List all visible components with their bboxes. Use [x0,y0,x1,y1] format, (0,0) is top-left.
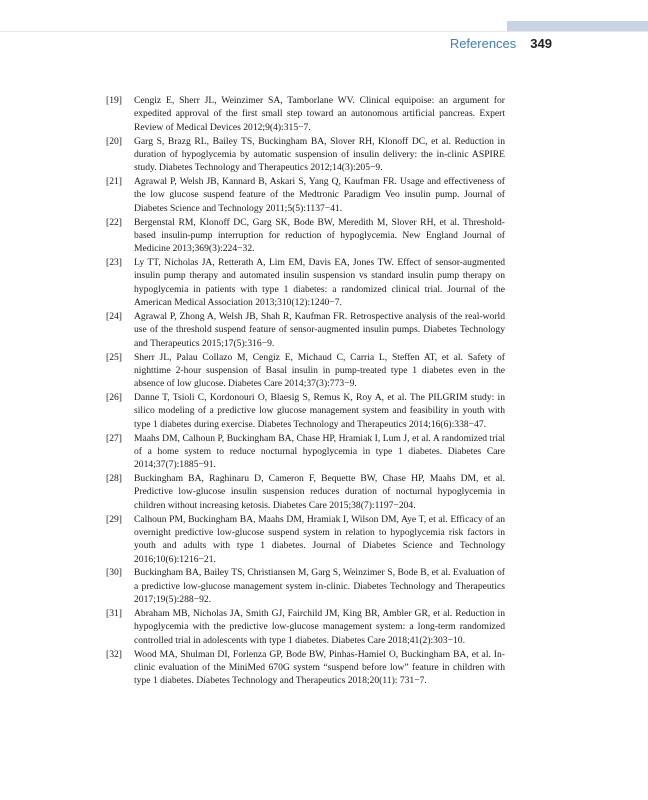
reference-number: [26] [106,392,122,404]
reference-text: Sherr JL, Palau Collazo M, Cengiz E, Michaud C, Carria L, Steffen AT, et al. Safety of nighttime 2-hour suspension of Basal insulin in pump-treated type 1 diabetes even in the absence of low glucose. Diabetes Care 2014;37(3):773−9. [134,351,505,390]
running-head-section: References [449,36,517,51]
reference-text: Ly TT, Nicholas JA, Retterath A, Lim EM, Davis EA, Jones TW. Effect of sensor-augmented insulin pump therapy and automated insulin suspension vs standard insulin pump therapy on hypoglycemia in patients with type 1 diabetes: a randomized clinical trial. Journal of the American Medical Association 2013;310(12):1240−7. [134,257,505,309]
reference-item [106,472,505,512]
reference-text: Calhoun PM, Buckingham BA, Maahs DM, Hramiak I, Wilson DM, Aye T, et al. Efficacy of an overnight predictive low-glucose suspend system in relation to hypoglycemia risk factors in youth and adults with type 1 diabetes. Journal of Diabetes Science and Technology 2016;10(6):1216−21. [134,513,505,565]
reference-number: [32] [106,648,122,660]
reference-text: Cengiz E, Sherr JL, Weinzimer SA, Tamborlane WV. Clinical equipoise: an argument for expedited approval of the first small step toward an autonomous artificial pancreas. Expert Review of Medical Devices 2012;9(4):315−7. [134,95,505,133]
reference-text: Bergenstal RM, Klonoff DC, Garg SK, Bode BW, Meredith M, Slover RH, et al. Threshold-based insulin-pump interruption for reduction of hypoglycemia. New England Journal of Medicine 2013;369(3):224−32. [134,216,505,255]
reference-text: Garg S, Brazg RL, Bailey TS, Buckingham BA, Slover RH, Klonoff DC, et al. Reduction in duration of hypoglycemia by automatic suspension of insulin delivery: the in-clinic ASPIRE study. Diabetes Technology and Therapeutics 2012;14(3):205−9. [134,135,505,174]
reference-item [106,135,505,175]
reference-item [106,351,505,391]
reference-item [106,310,505,350]
reference-number: [27] [106,432,122,444]
reference-list [106,94,505,688]
reference-text: Abraham MB, Nicholas JA, Smith GJ, Fairchild JM, King BR, Ambler GR, et al. Reduction in hypoglycemia with the predictive low-glucose management system: a long-term randomized controlled trial in adolescents with type 1 diabetes. Diabetes Care 2018;41(2):303−10. [134,608,505,646]
reference-item [106,513,505,567]
reference-number: [28] [106,473,122,485]
reference-number: [24] [106,310,122,322]
reference-number: [25] [106,351,122,363]
reference-item [106,175,505,215]
reference-item [106,216,505,256]
reference-number: [22] [106,216,122,228]
reference-text: Danne T, Tsioli C, Kordonouri O, Blaesig S, Remus K, Roy A, et al. The PILGRIM study: in silico modeling of a predictive low glucose management system and feasibility in youth with type 1 diabetes during exercise. Diabetes Technology and Therapeutics 2014;16(6):338−47. [134,392,505,430]
reference-item [106,94,505,134]
reference-number: [31] [106,608,122,619]
header-rule [0,31,648,32]
reference-text: Maahs DM, Calhoun P, Buckingham BA, Chase HP, Hramiak I, Lum J, et al. A randomized trial of a home system to reduce nocturnal hypoglycemia in type 1 diabetes. Diabetes Care 2014;37(7):1885−91. [134,432,505,471]
reference-number: [29] [106,513,122,525]
reference-item [106,256,505,310]
reference-text: Buckingham BA, Bailey TS, Christiansen M, Garg S, Weinzimer S, Bode B, et al. Evaluation of a predictive low-glucose management system in-clinic. Diabetes Technology and Therapeutics 2017;19(5):288−92. [134,567,505,606]
page-number: 349 [530,36,552,51]
reference-text: Agrawal P, Zhong A, Welsh JB, Shah R, Kaufman FR. Retrospective analysis of the real-world use of the threshold suspend feature of sensor-augmented insulin pumps. Diabetes Technology and Therapeutics 2015;17(5):316−9. [134,310,505,349]
reference-text: Wood MA, Shulman DI, Forlenza GP, Bode BW, Pinhas-Hamiel O, Buckingham BA, et al. In-clinic evaluation of the MiniMed 670G system “suspend before low” feature in children with type 1 diabetes. Diabetes Technology and Therapeutics 2018;20(11): 731−7. [134,648,505,687]
reference-item [106,391,505,431]
reference-item [106,607,505,647]
running-head [450,36,552,52]
reference-number: [23] [106,257,122,269]
reference-number: [30] [106,567,122,579]
reference-item [106,432,505,472]
reference-number: [20] [106,135,122,147]
header-accent-bar [507,21,648,31]
reference-item [106,566,505,606]
reference-number: [21] [106,176,122,188]
reference-item [106,648,505,688]
reference-text: Buckingham BA, Raghinaru D, Cameron F, Bequette BW, Chase HP, Maahs DM, et al. Predictive low-glucose insulin suspension reduces duration of nocturnal hypoglycemia in children without increasing ketosis. Diabetes Care 2015;38(7):1197−204. [134,473,505,511]
reference-text: Agrawal P, Welsh JB, Kannard B, Askari S, Yang Q, Kaufman FR. Usage and effectiveness of the low glucose suspend feature of the Medtronic Paradigm Veo insulin pump. Journal of Diabetes Science and Technology 2011;5(5):1137−41. [134,176,505,214]
reference-number: [19] [106,95,122,106]
